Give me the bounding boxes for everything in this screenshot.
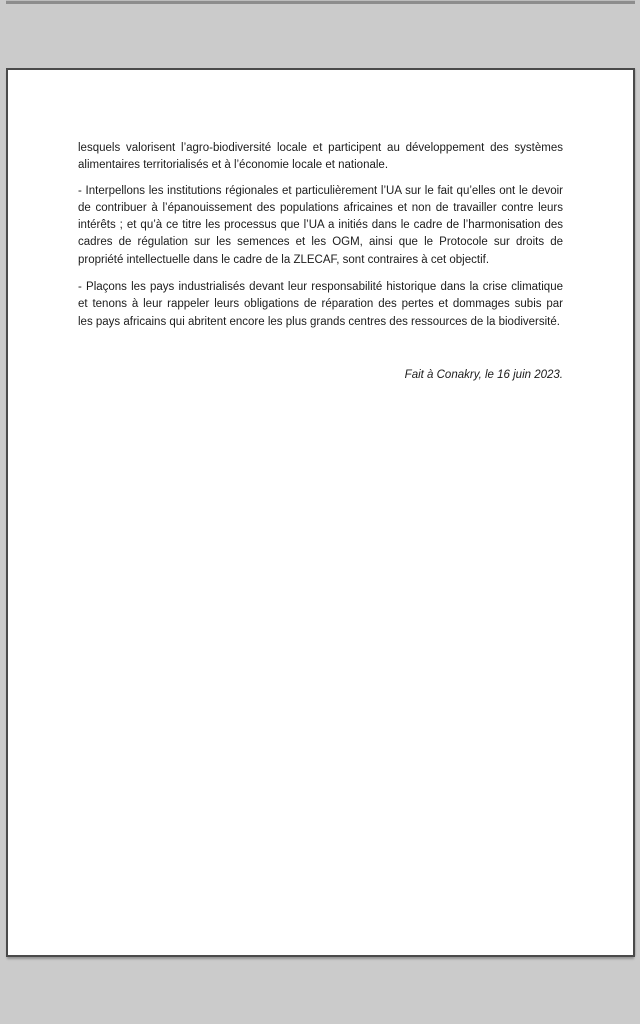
paragraph — [78, 183, 563, 269]
text-line: intérêts ; et qu’à ce titre les processus que l’UA a initiés dans le cadre de l’harmonisation des — [78, 219, 563, 232]
paragraph — [78, 140, 563, 175]
document-page — [6, 68, 635, 957]
text-line: de contribuer à l’épanouissement des populations africaines et non de travailler contre leurs — [78, 201, 563, 214]
paragraph — [78, 279, 563, 331]
text-line: propriété intellectuelle dans le cadre de la ZLECAF, sont contraires à cet objectif. — [78, 253, 490, 266]
dateline: Fait à Conakry, le 16 juin 2023. — [404, 368, 563, 381]
text-line: lesquels valorisent l’agro-biodiversité locale et participent au développement des systèmes — [78, 142, 563, 154]
page-content — [78, 140, 563, 384]
text-line: et tenons à leur rappeler leurs obligations de réparation des pertes et dommages subis par — [78, 298, 563, 311]
text-line: - Plaçons les pays industrialisés devant leur responsabilité historique dans la crise climatique — [78, 281, 563, 294]
previous-page-bottom-edge — [6, 0, 635, 4]
text-line: - Interpellons les institutions régionales et particulièrement l’UA sur le fait qu’elles ont le devoir — [78, 184, 563, 197]
text-line: cadres de régulation sur les semences et les OGM, ainsi que le Protocole sur droits de — [78, 236, 563, 249]
text-line: les pays africains qui abritent encore les plus grands centres des ressources de la biodiversité. — [78, 315, 560, 328]
text-line: alimentaires territorialisés et à l’économie locale et nationale. — [78, 159, 389, 172]
